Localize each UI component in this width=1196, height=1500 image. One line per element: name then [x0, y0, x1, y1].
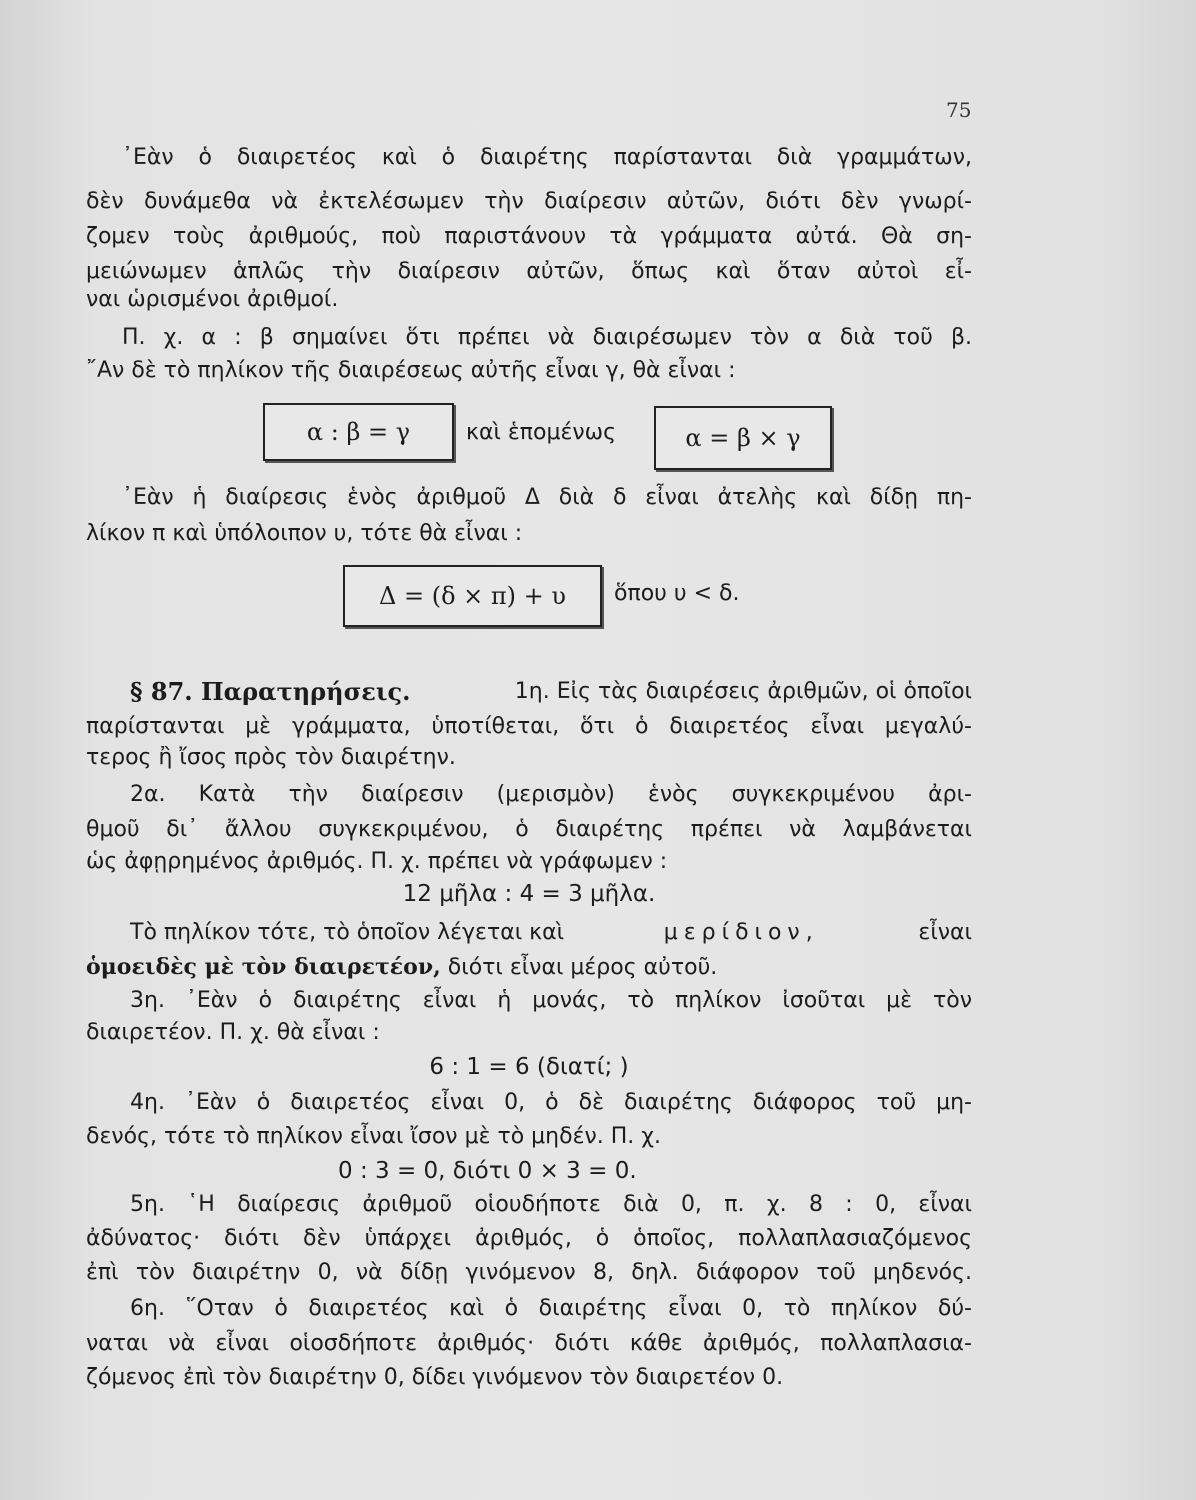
example-line: 12 μῆλα : 4 = 3 μῆλα.	[402, 881, 656, 907]
text-line: 3η. ᾿Εὰν ὁ διαιρέτης εἶναι ἡ μονάς, τὸ πηλίκον ἰσοῦται μὲ τὸν	[130, 988, 972, 1013]
text-line: 4η. ᾿Εὰν ὁ διαιρετέος εἶναι 0, ὁ δὲ διαιρέτης διάφορος τοῦ μη-	[130, 1090, 972, 1115]
example-line: 6 : 1 = 6 (διατί; )	[429, 1054, 629, 1080]
text-line: μειώνωμεν ἁπλῶς τὴν διαίρεσιν αὐτῶν, ὅπως καὶ ὅταν αὐτοὶ εἶ-	[86, 259, 972, 284]
text-line: ἀδύνατος· διότι δὲν ὑπάρχει ἀριθμός, ὁ ὁποῖος, πολλαπλασιαζόμενος	[86, 1226, 972, 1251]
text-line: 2α. Κατὰ τὴν διαίρεσιν (μερισμὸν) ἑνὸς συγκεκριμένου ἀρι-	[130, 782, 972, 807]
section-heading: § 87. Παρατηρήσεις.	[130, 677, 411, 706]
formula-box	[343, 565, 602, 627]
text-line: ζομεν τοὺς ἀριθμούς, ποὺ παριστάνουν τὰ γράμματα αὐτά. Θὰ ση-	[86, 224, 972, 249]
formula-note: ὅπου υ < δ.	[614, 581, 740, 606]
section-first-line	[130, 677, 972, 707]
spaced-term: μερίδιον,	[663, 920, 819, 945]
text-line: ζόμενος ἐπὶ τὸν διαιρέτην 0, δίδει γινόμενον τὸν διαιρετέον 0.	[86, 1365, 784, 1390]
text-line: ἐπὶ τὸν διαιρέτην 0, νὰ δίδῃ γινόμενον 8, δηλ. διάφορον τοῦ μηδενός.	[86, 1260, 972, 1285]
text-line: λίκον π καὶ ὑπόλοιπον υ, τότε θὰ εἶναι :	[86, 521, 523, 546]
formula-text: Δ = (δ × π) + υ	[379, 582, 566, 610]
text-segment: Τὸ πηλίκον τότε, τὸ ὁποῖον λέγεται καὶ	[130, 920, 565, 945]
text-line: ᾿Εὰν ἡ διαίρεσις ἑνὸς ἀριθμοῦ Δ διὰ δ εἶναι ἀτελὴς καὶ δίδῃ πη-	[122, 485, 972, 510]
formula-box	[263, 403, 454, 461]
text-line: ὡς ἀφῃρημένος ἀριθμός. Π. χ. πρέπει νὰ γράφωμεν :	[86, 849, 668, 874]
text-line: ῎Αν δὲ τὸ πηλίκον τῆς διαιρέσεως αὐτῆς εἶναι γ, θὰ εἶναι :	[86, 358, 736, 383]
text-line: δενός, τότε τὸ πηλίκον εἶναι ἴσον μὲ τὸ μηδέν. Π. χ.	[86, 1124, 661, 1149]
text-segment: διότι εἶναι μέρος αὐτοῦ.	[447, 955, 718, 980]
text-line: ναι ὡρισμένοι ἀριθμοί.	[86, 287, 339, 312]
text-line: 5η. ῾Η διαίρεσις ἀριθμοῦ οἱουδήποτε διὰ 0, π. χ. 8 : 0, εἶναι	[130, 1192, 972, 1217]
bold-term: ὁμοειδὲς μὲ τὸν διαιρετέον,	[86, 954, 441, 980]
formula-text: α = β × γ	[685, 424, 801, 452]
text-line	[86, 952, 972, 983]
text-line: 1η. Εἰς τὰς διαιρέσεις ἀριθμῶν, οἱ ὁποῖοι	[514, 679, 972, 704]
text-line	[130, 918, 972, 948]
text-line: 6η. ῞Οταν ὁ διαιρετέος καὶ ὁ διαιρέτης εἶναι 0, τὸ πηλίκον δύ-	[130, 1296, 972, 1321]
formula-box	[654, 406, 832, 470]
formula-text: α : β = γ	[306, 418, 411, 446]
text-segment: εἶναι	[918, 920, 972, 945]
connector-text: καὶ ἑπομένως	[466, 420, 617, 445]
page-number: 75	[946, 98, 972, 122]
text-line: διαιρετέον. Π. χ. θὰ εἶναι :	[86, 1020, 380, 1045]
text-line: δὲν δυνάμεθα νὰ ἐκτελέσωμεν τὴν διαίρεσιν αὐτῶν, διότι δὲν γνωρί-	[86, 189, 972, 214]
example-line: 0 : 3 = 0, διότι 0 × 3 = 0.	[338, 1158, 637, 1184]
text-line: Π. χ. α : β σημαίνει ὅτι πρέπει νὰ διαιρέσωμεν τὸν α διὰ τοῦ β.	[122, 325, 972, 350]
text-line: θμοῦ δι᾿ ἄλλου συγκεκριμένου, ὁ διαιρέτης πρέπει νὰ λαμβάνεται	[86, 817, 972, 842]
text-line: ᾿Εὰν ὁ διαιρετέος καὶ ὁ διαιρέτης παρίστανται διὰ γραμμάτων,	[122, 145, 972, 170]
text-line: τερος ἢ ἴσος πρὸς τὸν διαιρέτην.	[86, 745, 456, 770]
text-line: παρίστανται μὲ γράμματα, ὑποτίθεται, ὅτι ὁ διαιρετέος εἶναι μεγαλύ-	[86, 714, 972, 739]
text-line: ναται νὰ εἶναι οἱοσδήποτε ἀριθμός· διότι κάθε ἀριθμός, πολλαπλασια-	[86, 1331, 972, 1356]
